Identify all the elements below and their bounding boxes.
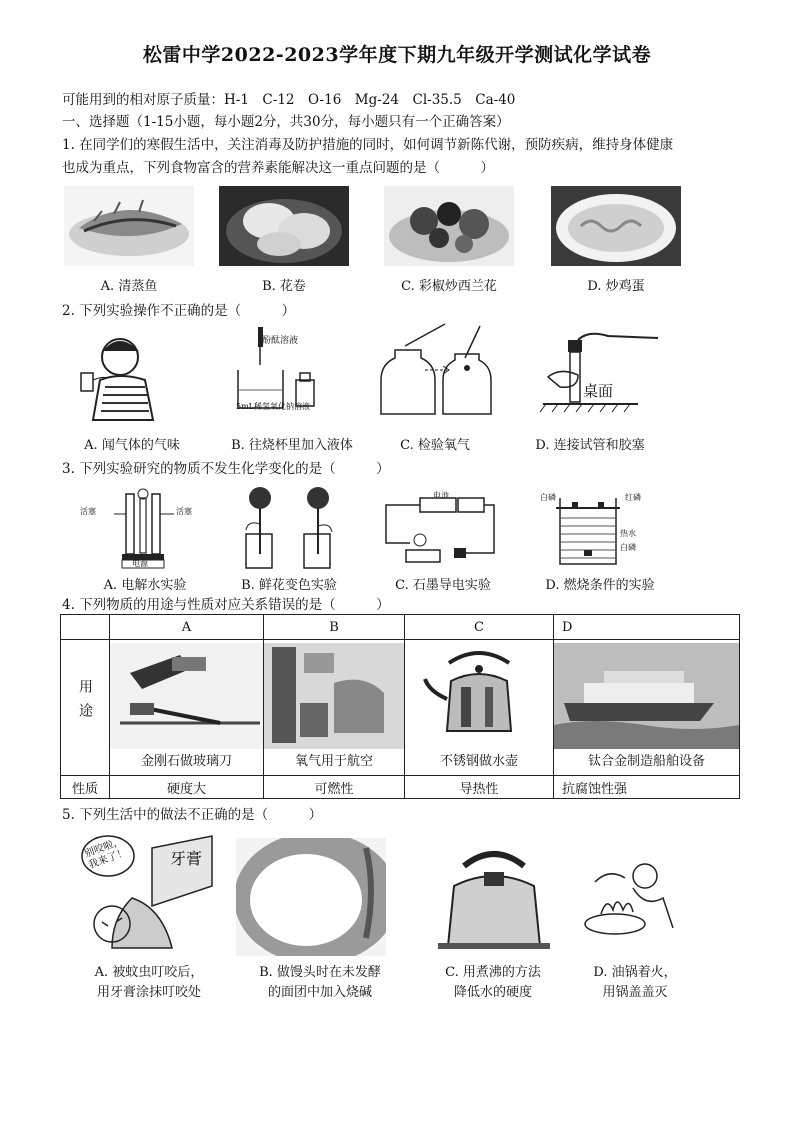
q4-cell-a [110, 640, 264, 776]
q4-header-b: B [264, 615, 405, 640]
q3-white-phosphorus-2-label: 白磷 [620, 543, 636, 552]
q2-dropper-label: 酚酞溶液 [262, 336, 299, 346]
q4-prop-label: 性质 [61, 776, 110, 799]
q3-battery-label: 电池 [433, 491, 449, 500]
q2-beaker-label: 5mL稀氢氧化钠溶液 [236, 402, 310, 411]
q4-stem: 4. 下列物质的用途与性质对应关系错误的是（ ） [62, 597, 390, 613]
q5-dough-photo [236, 838, 386, 956]
q1-broccoli-photo [384, 186, 514, 266]
q2-option-a: A. 闻气体的气味 [84, 438, 180, 453]
q5-option-c-line2: 降低水的硬度 [453, 985, 532, 1000]
q1-huajuan-photo [219, 186, 349, 266]
exam-title: 松雷中学2022-2023学年度下期九年级开学测试化学试卷 [142, 44, 652, 66]
q5-oil-fire-illustration [575, 852, 695, 952]
q3-option-d: D. 燃烧条件的实验 [545, 578, 655, 593]
q3-power-label: 电源 [132, 559, 148, 568]
q5-option-c-line1: C. 用煮沸的方法 [445, 965, 541, 980]
q5-option-b-line1: B. 做馒头时在未发酵 [259, 965, 381, 980]
q1-option-d: D. 炒鸡蛋 [587, 279, 645, 294]
q2-smell-illustration [75, 325, 175, 425]
q4-prop-d: 抗腐蚀性强 [554, 776, 740, 799]
q2-option-d: D. 连接试管和胶塞 [535, 438, 645, 453]
q5-boiling-kettle-photo [434, 836, 554, 958]
q5-speech-bubble: 别咬啦，我来了！ [83, 835, 129, 872]
q5-option-b [245, 963, 395, 1003]
q5-option-d-line1: D. 油锅着火， [593, 965, 677, 980]
q4-corner-cell [61, 615, 110, 640]
q3-graphite-circuit-illustration [380, 492, 500, 568]
q4-header-c: C [405, 615, 554, 640]
q5-stem: 5. 下列生活中的做法不正确的是（ ） [62, 807, 323, 823]
q4-use-c: 不锈钢做水壶 [439, 754, 518, 769]
q1-option-c: C. 彩椒炒西兰花 [401, 279, 497, 294]
q3-piston-right-label: 活塞 [176, 507, 192, 516]
q5-toothpaste-label: 牙膏 [170, 849, 203, 868]
q1-option-b: B. 花卷 [262, 279, 306, 294]
q4-cell-b [264, 640, 405, 776]
q3-flower-illustration [232, 484, 352, 570]
q2-table-label: 桌面 [583, 382, 614, 400]
q1-fish-photo [64, 186, 194, 266]
q4-glass-cutter-photo [110, 643, 263, 749]
q5-option-d [575, 963, 695, 1003]
q3-piston-left-label: 活塞 [80, 507, 96, 516]
q1-egg-photo [551, 186, 681, 266]
q4-ship-photo [554, 643, 739, 749]
q3-combustion-illustration [538, 484, 668, 570]
q4-use-d: 钛合金制造船舶设备 [587, 754, 705, 769]
q4-kettle-photo [405, 643, 553, 749]
q3-hot-water-label: 热水 [620, 529, 636, 538]
q2-connect-tube-illustration [538, 322, 668, 422]
section-heading: 一、选择题（1-15小题，每小题2分，共30分，每小题只有一个正确答案） [62, 114, 510, 130]
q5-option-a-line1: A. 被蚊虫叮咬后， [94, 965, 204, 980]
q4-use-label: 用途 [61, 640, 110, 776]
q4-header-d: D [554, 615, 740, 640]
q2-oxygen-test-illustration [375, 318, 495, 418]
q4-table [60, 614, 740, 799]
q3-option-a: A. 电解水实验 [103, 578, 187, 593]
atomic-masses: 可能用到的相对原子质量：H-1 C-12 O-16 Mg-24 Cl-35.5 Ca-40 [62, 92, 516, 108]
q5-option-a [74, 963, 224, 1003]
q1-stem-line1: 1. 在同学们的寒假生活中，关注消毒及防护措施的同时，如何调节新陈代谢，预防疾病，维持身体健康 [62, 137, 674, 153]
q4-prop-c: 导热性 [405, 776, 554, 799]
q3-option-c: C. 石墨导电实验 [395, 578, 491, 593]
q3-white-phosphorus-label: 白磷 [540, 493, 556, 502]
q4-cell-c [405, 640, 554, 776]
q4-aviation-photo [264, 643, 404, 749]
q3-stem: 3. 下列实验研究的物质不发生化学变化的是（ ） [62, 461, 390, 477]
q1-option-a: A. 清蒸鱼 [100, 279, 158, 294]
q3-red-phosphorus-label: 红磷 [625, 493, 641, 502]
q4-prop-a: 硬度大 [110, 776, 264, 799]
q5-option-a-line2: 用牙膏涂抹叮咬处 [96, 985, 201, 1000]
q4-cell-d [554, 640, 740, 776]
q2-stem: 2. 下列实验操作不正确的是（ ） [62, 303, 296, 319]
q4-use-b: 氧气用于航空 [294, 754, 373, 769]
q2-option-b: B. 往烧杯里加入液体 [231, 438, 353, 453]
q3-option-b: B. 鲜花变色实验 [241, 578, 337, 593]
q5-option-c [428, 963, 558, 1003]
q4-prop-b: 可燃性 [264, 776, 405, 799]
q5-option-d-line2: 用锅盖盖灭 [602, 985, 668, 1000]
q2-option-c: C. 检验氧气 [400, 438, 470, 453]
q4-use-a: 金刚石做玻璃刀 [140, 754, 232, 769]
q5-option-b-line2: 的面团中加入烧碱 [267, 985, 372, 1000]
q4-header-a: A [110, 615, 264, 640]
q1-stem-line2: 也成为重点，下列食物富含的营养素能解决这一重点问题的是（ ） [62, 160, 494, 176]
